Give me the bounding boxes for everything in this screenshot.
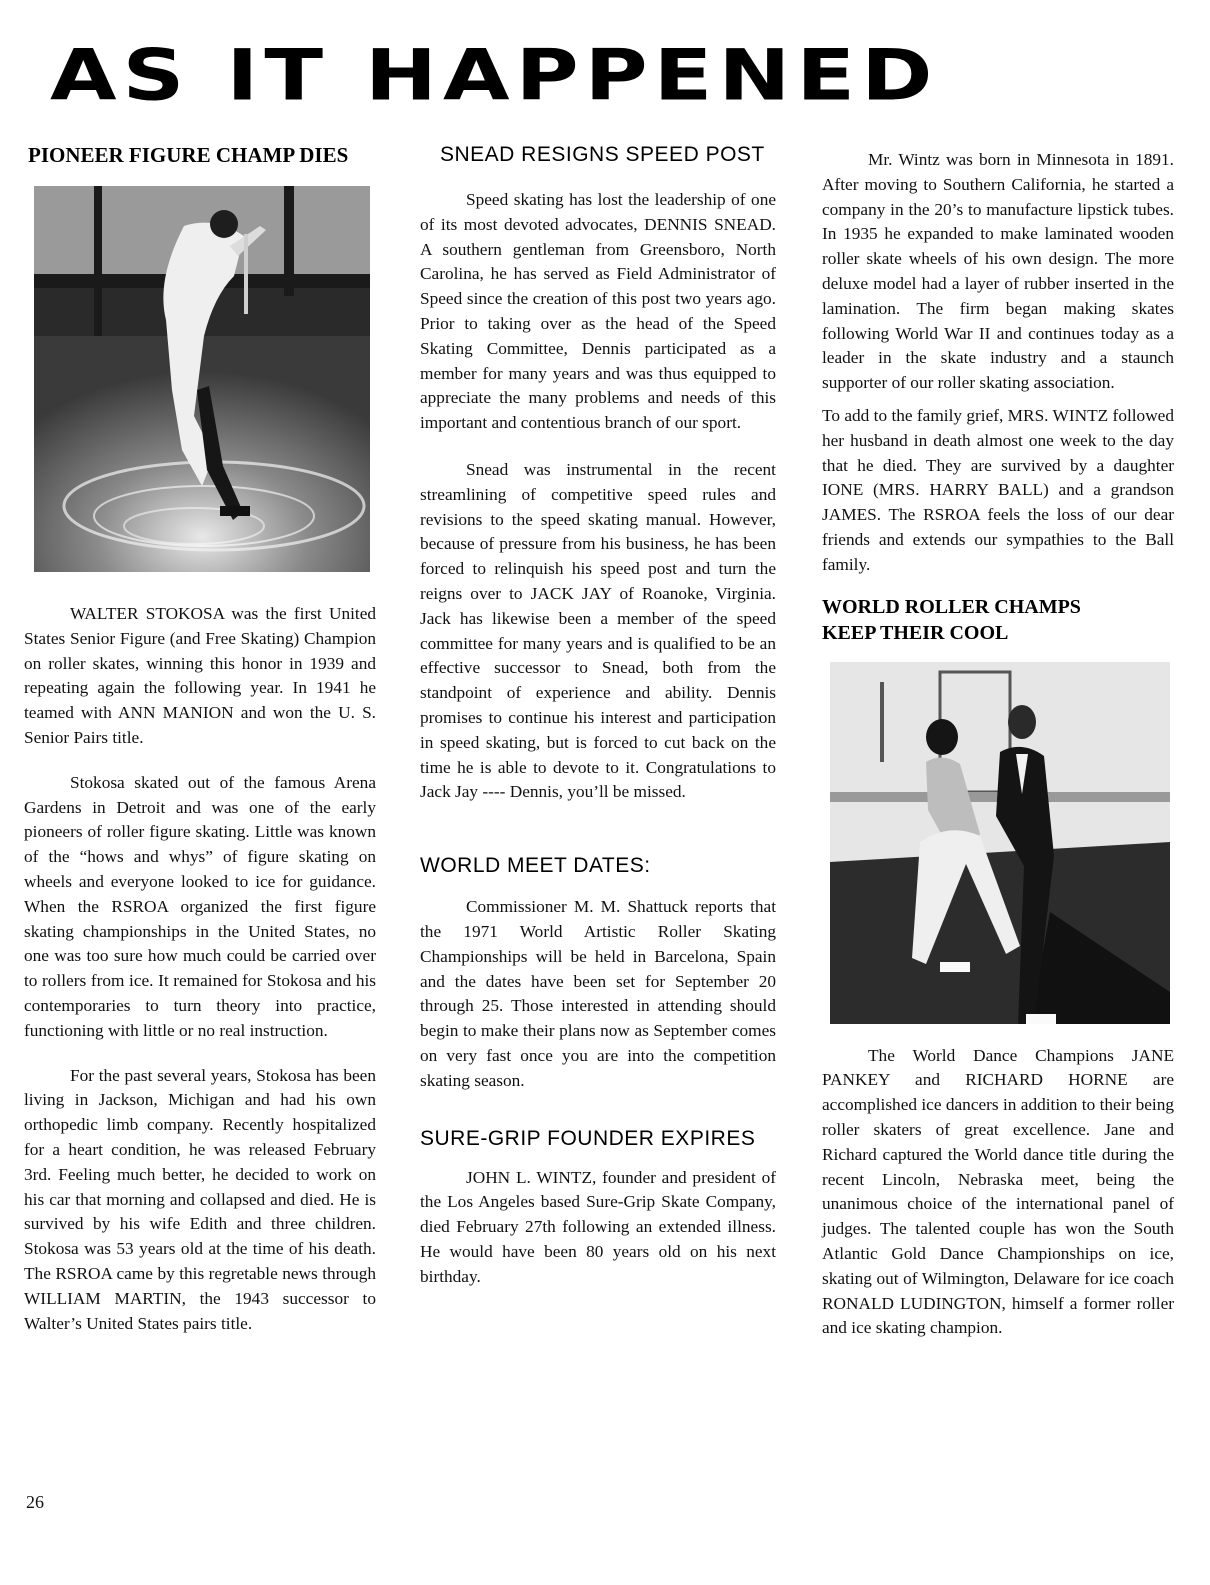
photo-stokosa-skating xyxy=(34,186,370,572)
paragraph-wintz-grief: To add to the family grief, MRS. WINTZ followed her husband in death almost one week to the day that he died. They are survived by a daughter IONE (MRS. HARRY BALL) and a grandson JAMES. The RSROA feels the loss of our dear friends and extends our sympathies to the Ball family. xyxy=(822,405,1174,574)
heading-world-roller-champs-line2: KEEP THEIR COOL xyxy=(822,621,1009,644)
heading-world-roller-champs-line1: WORLD ROLLER CHAMPS xyxy=(822,595,1081,618)
page-number: 26 xyxy=(26,1492,44,1512)
heading-world-roller-champs xyxy=(822,594,1174,646)
column-1 xyxy=(24,142,376,1336)
photo-stokosa-image xyxy=(34,186,370,572)
paragraph-dance-champions: The World Dance Champions JANE PANKEY and RICHARD HORNE are accomplished ice dancers in addition to their being roller skaters of great excellence. Jane and Richard captured the World dance title during the recent Lincoln, Nebraska meet, being the unanimous choice of the international panel of judges. The talented couple has won the South Atlantic Gold Dance Championships on ice, skating out of Wilmington, Delaware for ice coach RONALD LUDINGTON, himself a former roller and ice skating champion. xyxy=(822,1045,1174,1338)
masthead-title: AS IT HAPPENED xyxy=(50,34,939,117)
paragraph-world-meet: Commissioner M. M. Shattuck reports that the 1971 World Artistic Roller Skating Championships will be held in Barcelona, Spain and the dates have been set for September 20 through 25. Those interested in attending should begin to make their plans now as September comes on very fast once you are into the competition skating season. xyxy=(420,897,776,1090)
heading-snead-resigns: SNEAD RESIGNS SPEED POST xyxy=(440,143,765,166)
paragraph-sure-grip: JOHN L. WINTZ, founder and president of the Los Angeles based Sure-Grip Skate Company, died February 27th following an extended illness. He would have been 80 years old on his next birthday. xyxy=(420,1167,776,1286)
heading-pioneer-figure-champ: PIONEER FIGURE CHAMP DIES xyxy=(28,143,349,167)
heading-sure-grip-founder: SURE-GRIP FOUNDER EXPIRES xyxy=(420,1126,756,1150)
paragraph-snead-1: Speed skating has lost the leadership of one of its most devoted advocates, DENNIS SNEAD. A southern gentleman from Greensboro, North Carolina, he has served as Field Administrator of Speed since the creation of this post two years ago. Prior to taking over as the head of the Speed Skating Committee, Dennis participated as a member for many years and was thus equipped to appreciate the many problems and needs of this important and contentious branch of our sport. xyxy=(420,190,776,433)
heading-world-meet-dates: WORLD MEET DATES: xyxy=(420,854,651,878)
paragraph-stokosa-2: Stokosa skated out of the famous Arena Gardens in Detroit and was one of the early pioneers of roller figure skating. Little was known of the “hows and whys” of figure skating on wheels and everyone looked to ice for guidance. When the RSROA organized the first figure skating championships in the United States, no one was too sure how much could be carried over to rollers from ice. It remained for Stokosa and his contemporaries to turn theory into practice, functioning with little or no real instruction. xyxy=(24,772,376,1040)
paragraph-stokosa-1: WALTER STOKOSA was the first United States Senior Figure (and Free Skating) Champion on roller skates, winning this honor in 1939 and repeating again the following year. In 1941 he teamed with ANN MANION and won the U. S. Senior Pairs title. xyxy=(24,604,376,747)
photo-dance-champions-image xyxy=(830,662,1170,1024)
paragraph-snead-2: Snead was instrumental in the recent streamlining of competitive speed rules and revisions to the speed skating manual. However, because of pressure from his business, he has been forced to relinquish his speed post and turn the reigns over to JACK JAY of Roanoke, Virginia. Jack has likewise been a member of the speed committee for many years and is qualified to be an effective successor to Snead, both from the standpoint of experience and ability. Dennis promises to continue his interest and participation in speed skating, but is forced to cut back on the time he is able to devote to it. Congratulations to Jack Jay ---- Dennis, you’ll be missed. xyxy=(420,459,776,802)
column-3 xyxy=(822,148,1174,1341)
paragraph-stokosa-3: For the past several years, Stokosa has been living in Jackson, Michigan and had his own orthopedic limb company. Recently hospitalized for a heart condition, he was released February 3rd. Feeling much better, he decided to work on his car that morning and collapsed and died. He is survived by his wife Edith and three children. Stokosa was 53 years old at the time of his death. The RSROA came by this regretable news through WILLIAM MARTIN, the 1943 successor to Walter’s United States pairs title. xyxy=(24,1065,376,1333)
paragraph-wintz-bio: Mr. Wintz was born in Minnesota in 1891. After moving to Southern California, he started a company in the 20’s to manufacture lipstick tubes. In 1935 he expanded to make laminated wooden roller skate wheels of his own design. The more deluxe model had a layer of rubber inserted in the lamination. The firm began making skates following World War II and continues today as a leader in the skate industry and a staunch supporter of our roller skating association. xyxy=(822,150,1174,393)
photo-dance-champions xyxy=(830,662,1170,1024)
column-2 xyxy=(420,142,776,1289)
